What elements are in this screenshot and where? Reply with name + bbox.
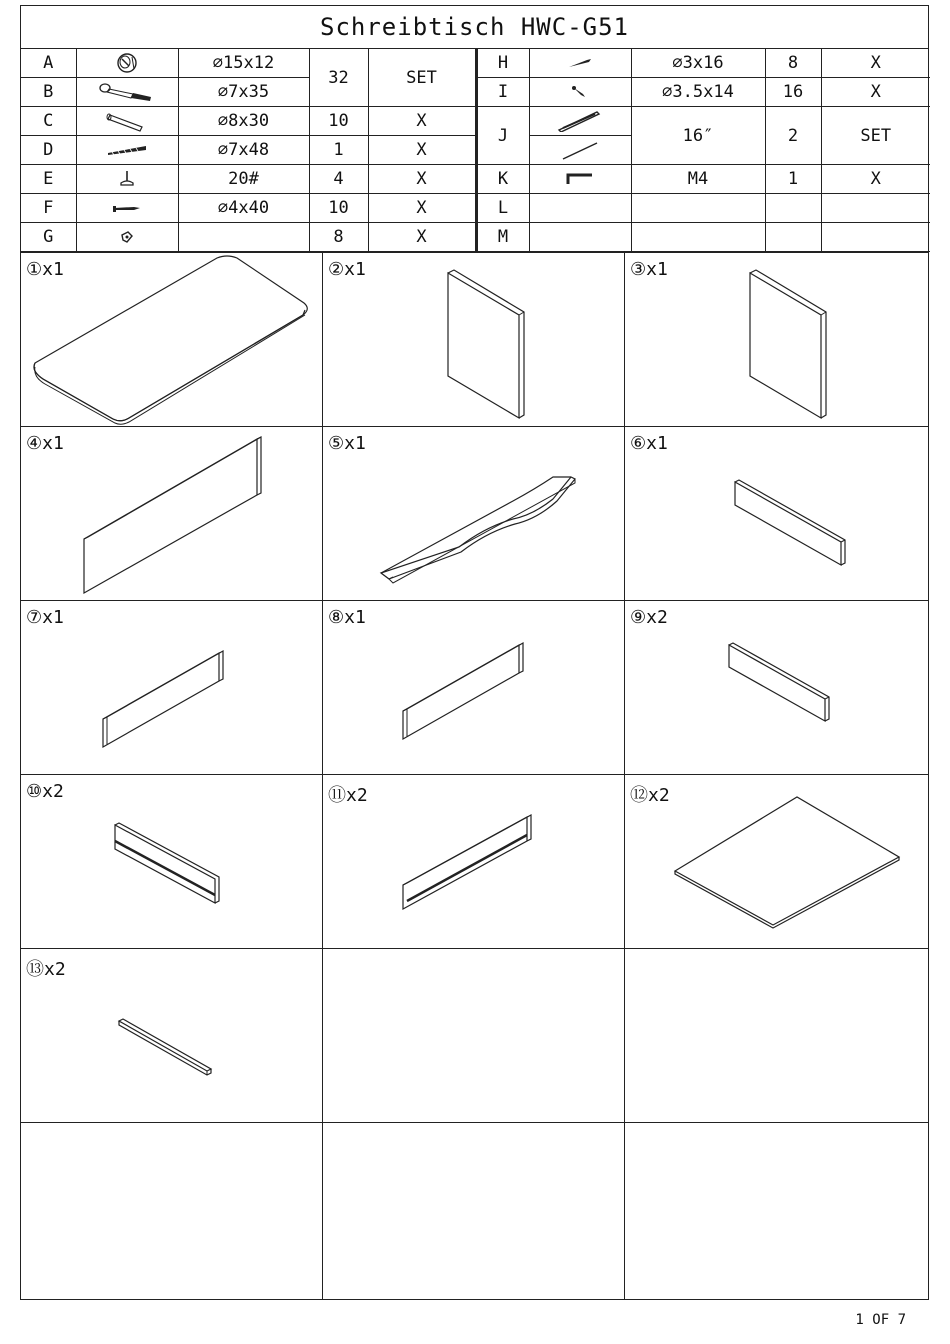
part-cell-empty: [625, 949, 928, 1122]
part-label: ⑫x2: [630, 785, 670, 806]
hw-letter: K: [476, 165, 529, 194]
hw-unit: X: [821, 78, 930, 107]
hw-size: [631, 223, 765, 252]
part-label: ⑥x1: [630, 433, 668, 454]
hardware-table: [21, 49, 930, 252]
hw-letter: F: [21, 194, 76, 223]
rail-board-drawing: [625, 427, 928, 600]
hw-size: 16″: [631, 107, 765, 165]
hw-icon-empty: [529, 194, 631, 223]
part-cell: [323, 253, 625, 426]
hw-unit: X: [368, 165, 476, 194]
part-cell: [21, 601, 323, 774]
part-cell: [323, 427, 625, 600]
part-label: ④x1: [26, 433, 64, 454]
hw-letter: G: [21, 223, 76, 252]
hw-size: ⌀4x40: [178, 194, 309, 223]
part-cell: [323, 775, 625, 948]
curved-board-drawing: [323, 427, 625, 600]
hw-letter: D: [21, 136, 76, 165]
hw-letter: H: [476, 49, 529, 78]
small-strip-drawing: [21, 949, 323, 1122]
hw-unit: SET: [821, 107, 930, 165]
hw-unit: SET: [368, 49, 476, 107]
part-label: ③x1: [630, 259, 668, 280]
hw-unit: [821, 223, 930, 252]
drawer-bottom-drawing: [625, 775, 928, 948]
screw-icon: [529, 49, 631, 78]
rail-board-drawing: [21, 601, 323, 774]
drawer-slide-icon: [529, 107, 631, 136]
hw-size: ⌀8x30: [178, 107, 309, 136]
hw-size: ⌀7x35: [178, 78, 309, 107]
hw-icon-empty: [529, 223, 631, 252]
part-cell: [625, 253, 928, 426]
hw-unit: X: [368, 223, 476, 252]
screw-icon: [76, 194, 178, 223]
hw-letter: I: [476, 78, 529, 107]
hw-letter: C: [21, 107, 76, 136]
desktop-panel-drawing: [21, 253, 323, 426]
hw-letter: B: [21, 78, 76, 107]
part-cell-empty: [21, 1123, 323, 1299]
part-label: ⑨x2: [630, 607, 668, 628]
hw-letter: L: [476, 194, 529, 223]
hw-qty: 16: [765, 78, 821, 107]
part-label: ⑦x1: [26, 607, 64, 628]
cam-lock-icon: [76, 49, 178, 78]
hw-qty: 10: [309, 194, 368, 223]
part-cell: [21, 427, 323, 600]
bracket-icon: [76, 223, 178, 252]
rail-board-drawing: [323, 601, 625, 774]
side-panel-drawing: [625, 253, 928, 426]
hw-qty: 1: [309, 136, 368, 165]
drawer-side-drawing: [21, 775, 323, 948]
wooden-dowel-icon: [76, 107, 178, 136]
part-cell: [21, 949, 323, 1122]
hw-qty: 4: [309, 165, 368, 194]
hw-size: [178, 223, 309, 252]
cam-bolt-icon: [76, 78, 178, 107]
part-cell: [625, 775, 928, 948]
hw-size: ⌀3x16: [631, 49, 765, 78]
hw-qty: 2: [765, 107, 821, 165]
part-cell: [625, 601, 928, 774]
hw-qty: 10: [309, 107, 368, 136]
long-screw-icon: [76, 136, 178, 165]
hw-size: 20#: [178, 165, 309, 194]
hw-unit: X: [821, 165, 930, 194]
parts-sheet: [20, 5, 929, 1300]
part-label: ②x1: [328, 259, 366, 280]
hw-letter: E: [21, 165, 76, 194]
allen-key-icon: [529, 165, 631, 194]
part-cell: [21, 253, 323, 426]
hw-unit: X: [368, 136, 476, 165]
hw-qty: 8: [765, 49, 821, 78]
hw-unit: [821, 194, 930, 223]
hw-qty: 8: [309, 223, 368, 252]
hw-unit: X: [368, 194, 476, 223]
hw-qty: 1: [765, 165, 821, 194]
hw-qty: [765, 223, 821, 252]
hw-letter: J: [476, 107, 529, 165]
hw-size: [631, 194, 765, 223]
hw-letter: M: [476, 223, 529, 252]
short-screw-icon: [529, 78, 631, 107]
hw-size: M4: [631, 165, 765, 194]
part-label: ⑧x1: [328, 607, 366, 628]
side-panel-drawing: [323, 253, 625, 426]
part-cell-empty: [625, 1123, 928, 1299]
page-title: Schreibtisch HWC-G51: [21, 6, 928, 49]
parts-grid: [21, 252, 928, 1299]
part-label: ⑪x2: [328, 785, 368, 806]
hw-size: ⌀3.5x14: [631, 78, 765, 107]
hw-size: ⌀7x48: [178, 136, 309, 165]
part-cell: [625, 427, 928, 600]
part-cell: [323, 601, 625, 774]
leveling-foot-icon: [76, 165, 178, 194]
part-label: ⑤x1: [328, 433, 366, 454]
rail-board-drawing: [625, 601, 928, 774]
hw-size: ⌀15x12: [178, 49, 309, 78]
hw-unit: X: [821, 49, 930, 78]
part-label: ⑬x2: [26, 959, 66, 980]
drawer-side-drawing: [323, 775, 625, 948]
drawer-slide-rail-icon: [529, 136, 631, 165]
part-label: ⑩x2: [26, 781, 64, 802]
back-panel-drawing: [21, 427, 323, 600]
hw-unit: X: [368, 107, 476, 136]
hw-qty: [765, 194, 821, 223]
part-cell-empty: [323, 949, 625, 1122]
hw-qty: 32: [309, 49, 368, 107]
part-cell: [21, 775, 323, 948]
hw-letter: A: [21, 49, 76, 78]
page-number: 1 OF 7: [855, 1312, 906, 1328]
part-label: ①x1: [26, 259, 64, 280]
part-cell-empty: [323, 1123, 625, 1299]
